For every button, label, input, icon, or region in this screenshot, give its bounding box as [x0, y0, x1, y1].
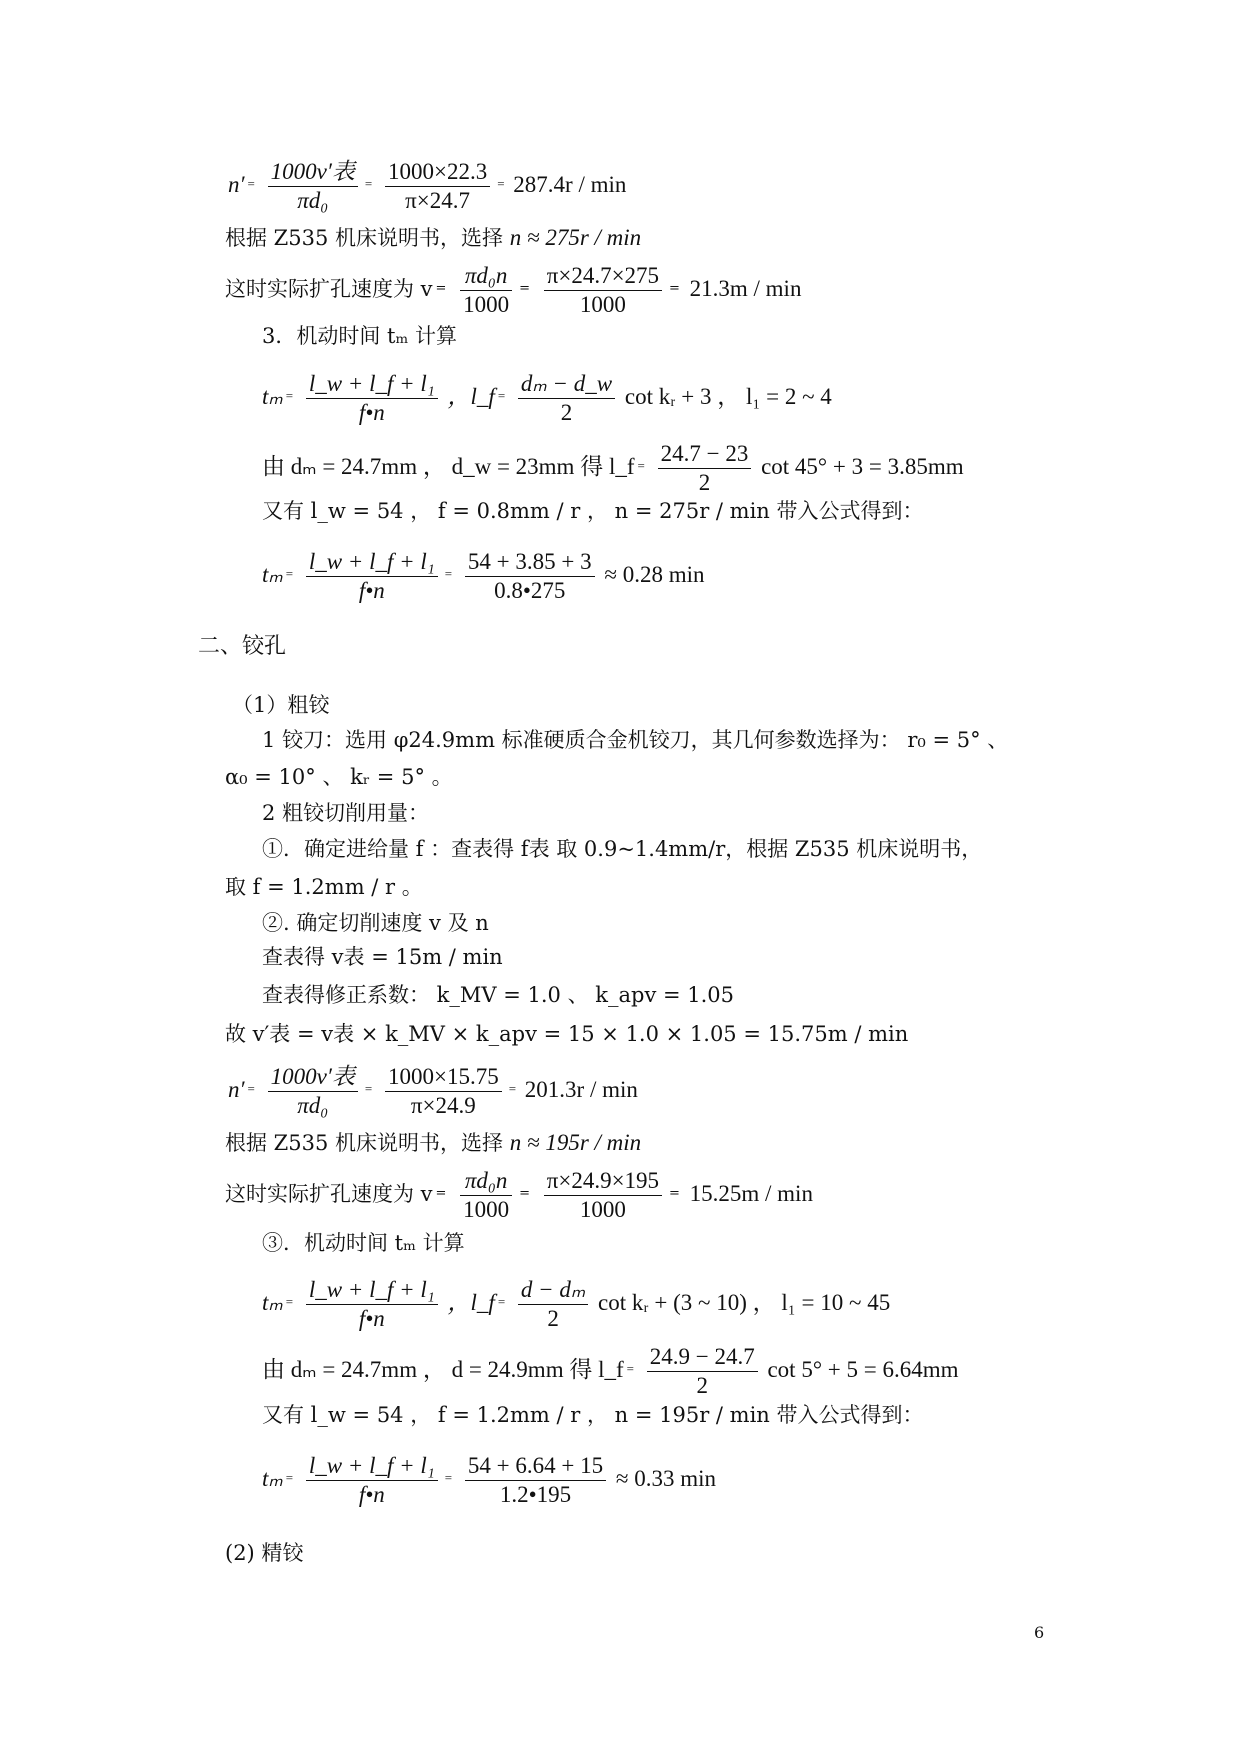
fraction: $\frac{\text{l\_w + l\_f + l₁}}{f•n}$	[306, 548, 438, 605]
n-prime-formula: n′ = $\frac{\text{1000v′表}}{\text{πd₀}}$ = $\frac{1000\times 22.3}{\pi\times 24.7}$ = 287.4r / min	[228, 159, 627, 213]
corrected-speed-line: 故 v′表 = v表 × k_MV × k_apv = 15 × 1.0 × 1.05 = 15.75m / min	[225, 1022, 909, 1046]
n-prime-formula-rough: n′ = $\frac{\text{1000v′表}}{\text{πd₀}}$ = $\frac{1000\times 15.75}{\pi\times 24.9}$ = 201.3r / min	[228, 1064, 638, 1118]
given-values-formula: 由 dₘ = 24.7mm ， d_w = 23mm 得 l_f = $\frac{24.7 - 23}{2}$ cot 45° + 3 = 3.85mm	[262, 441, 964, 495]
fraction: $\frac{1000\times 22.3}{\pi\times 24.7}$	[385, 158, 490, 215]
step3-title-rough: ③．机动时间 tₘ 计算	[262, 1231, 465, 1255]
tm-result-formula-rough: tₘ = $\frac{\text{l\_w + l\_f + l₁}}{f•n}$ = $\frac{54 + 6.64 + 15}{1.2•195}$ ≈ 0.33 min	[262, 1453, 716, 1507]
step3-title: 3．机动时间 tₘ 计算	[262, 324, 458, 348]
tool-line-1: 1 铰刀：选用 φ24.9mm 标准硬质合金机铰刀，其几何参数选择为： r₀ = 5° 、	[262, 728, 1009, 752]
feed-line-1: ①．确定进给量 f ：查表得 f表 取 0.9~1.4mm/r，根据 Z535 机床说明书，	[262, 837, 983, 861]
tm-formula-rough: tₘ = $\frac{\text{l\_w + l\_f + l₁}}{f•n}$ ，l_f = $\frac{\text{d − dₘ}}{2}$ cot kᵣ + (3 ~ 10) ， l₁ = 10 ~ 45	[262, 1277, 891, 1331]
page-number: 6	[1034, 1623, 1045, 1642]
fraction: $\frac{24.7 - 23}{2}$	[658, 440, 752, 497]
fraction: $\frac{\text{πd₀n}}{1000}$	[460, 1167, 512, 1224]
substitution-line: 又有 l_w = 54 ， f = 0.8mm / r ， n = 275r / min 带入公式得到：	[262, 499, 924, 523]
select-speed-line-rough: 根据 Z535 机床说明书，选择 n ≈ 195r / min	[225, 1130, 642, 1155]
correction-coef-line: 查表得修正系数： k_MV = 1.0 、 k_apv = 1.05	[262, 983, 735, 1007]
substitution-line-rough: 又有 l_w = 54 ， f = 1.2mm / r ， n = 195r / min 带入公式得到：	[262, 1403, 924, 1427]
fraction: $\frac{\text{1000v′表}}{\text{πd₀}}$	[268, 158, 358, 215]
actual-speed-formula: 这时实际扩孔速度为 v = $\frac{\text{πd₀n}}{1000}$ = $\frac{\pi\times 24.7\times 275}{1000}$ = 21.3m / min	[225, 263, 802, 317]
tm-formula: tₘ = $\frac{\text{l\_w + l\_f + l₁}}{f•n}$ ，l_f = $\frac{\text{dₘ − d\_w}}{2}$ cot kᵣ + 3 ， l₁ = 2 ~ 4	[262, 371, 832, 425]
section-title-reaming: 二、铰孔	[198, 634, 287, 659]
fraction: $\frac{\text{πd₀n}}{1000}$	[460, 262, 512, 319]
table-speed-line: 查表得 v表 = 15m / min	[262, 945, 503, 969]
fraction: $\frac{24.9 - 24.7}{2}$	[647, 1343, 758, 1400]
tm-result-formula: tₘ = $\frac{\text{l\_w + l\_f + l₁}}{f•n}$ = $\frac{54 + 3.85 + 3}{0.8•275}$ ≈ 0.28 min	[262, 549, 705, 603]
fraction: $\frac{\pi\times 24.9\times 195}{1000}$	[544, 1167, 662, 1224]
given-values-formula-rough: 由 dₘ = 24.7mm ， d = 24.9mm 得 l_f = $\frac{24.9 - 24.7}{2}$ cot 5° + 5 = 6.64mm	[262, 1344, 959, 1398]
fraction: $\frac{\text{l\_w + l\_f + l₁}}{f•n}$	[306, 1276, 438, 1333]
fraction: $\frac{\text{1000v′表}}{\text{πd₀}}$	[268, 1063, 358, 1120]
fraction: $\frac{\pi\times 24.7\times 275}{1000}$	[544, 262, 662, 319]
fraction: $\frac{54 + 3.85 + 3}{0.8•275}$	[465, 548, 595, 605]
fine-reaming-title: (2) 精铰	[225, 1541, 304, 1565]
fraction: $\frac{\text{l\_w + l\_f + l₁}}{f•n}$	[306, 1452, 438, 1509]
fraction: $\frac{\text{dₘ − d\_w}}{2}$	[518, 370, 615, 427]
rough-reaming-title: （1）粗铰	[232, 693, 330, 717]
fraction: $\frac{\text{l\_w + l\_f + l₁}}{f•n}$	[306, 370, 438, 427]
speed-title: ②. 确定切削速度 v 及 n	[262, 911, 489, 935]
actual-speed-formula-rough: 这时实际扩孔速度为 v = $\frac{\text{πd₀n}}{1000}$ = $\frac{\pi\times 24.9\times 195}{1000}$ = 15.25m / min	[225, 1168, 813, 1222]
fraction: $\frac{\text{d − dₘ}}{2}$	[518, 1276, 588, 1333]
fraction: $\frac{54 + 6.64 + 15}{1.2•195}$	[465, 1452, 606, 1509]
cutting-params-title: 2 粗铰切削用量：	[262, 801, 430, 825]
fraction: $\frac{1000\times 15.75}{\pi\times 24.9}$	[385, 1063, 502, 1120]
select-speed-line: 根据 Z535 机床说明书，选择 n ≈ 275r / min	[225, 225, 642, 250]
tool-line-2: α₀ = 10° 、 kᵣ = 5° 。	[225, 765, 453, 789]
feed-line-2: 取 f = 1.2mm / r 。	[225, 875, 423, 899]
